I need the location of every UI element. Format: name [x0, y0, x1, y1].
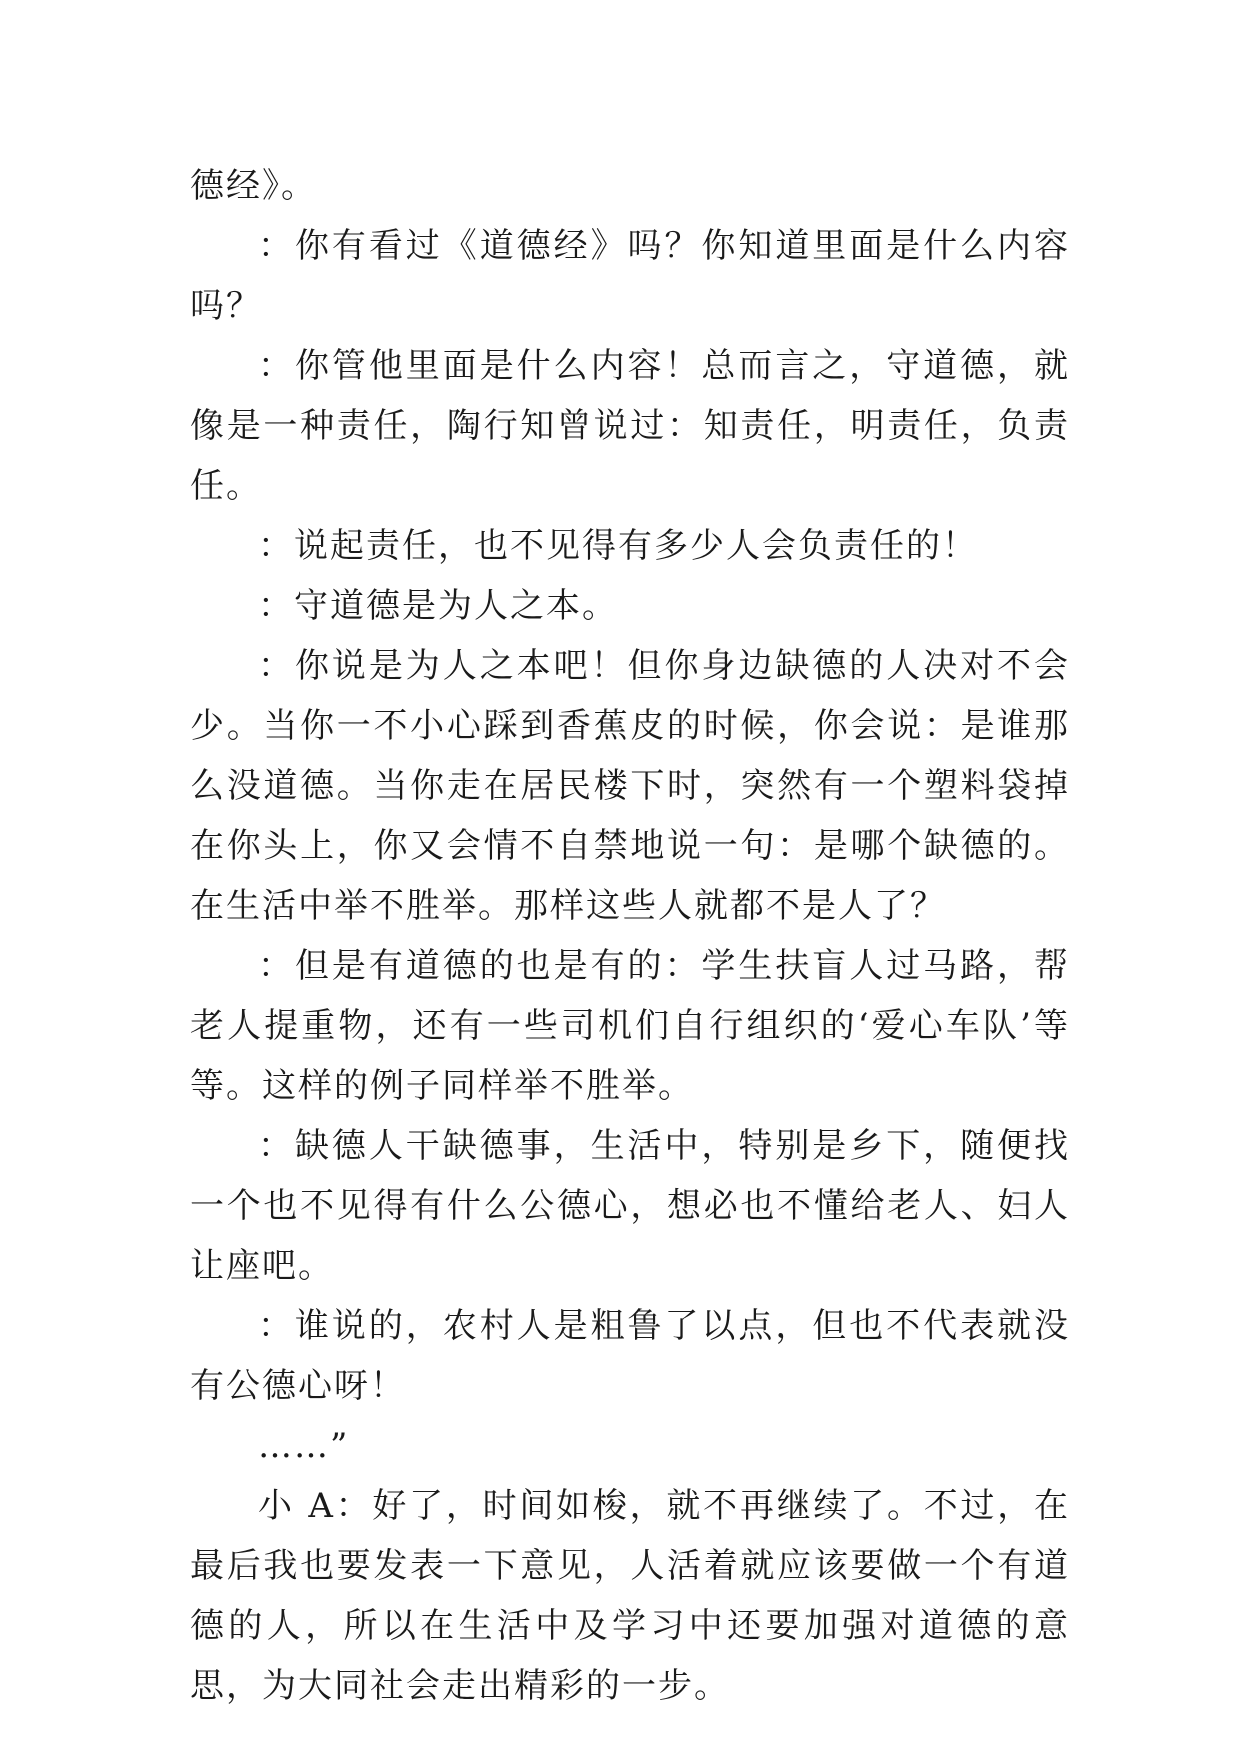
closing-paragraph: 小 A：好了，时间如梭，就不再继续了。不过，在最后我也要发表一下意见，人活着就应该要做一个有道德的人，所以在生活中及学习中还要加强对道德的意思，为大同社会走出精彩的一步。: [190, 1486, 1070, 1706]
ellipsis-line: ……”: [258, 1426, 350, 1466]
dialogue-line-4: ：守道德是为人之本。: [258, 586, 618, 626]
dialogue-line-6: ：但是有道德的也是有的：学生扶盲人过马路，帮老人提重物，还有一些司机们自行组织的‘爱心车队’等等。这样的例子同样举不胜举。: [190, 946, 1070, 1106]
dialogue-line-1: ：你有看过《道德经》吗？你知道里面是什么内容吗？: [190, 226, 1070, 326]
body-text: [190, 156, 1070, 1716]
paragraph-continuation: 德经》。: [190, 166, 317, 206]
dialogue-line-7: ：缺德人干缺德事，生活中，特别是乡下，随便找一个也不见得有什么公德心，想必也不懂给老人、妇人让座吧。: [190, 1126, 1070, 1286]
dialogue-line-5: ：你说是为人之本吧！但你身边缺德的人决对不会少。当你一不小心踩到香蕉皮的时候，你会说：是谁那么没道德。当你走在居民楼下时，突然有一个塑料袋掉在你头上，你又会情不自禁地说一句：是哪个缺德的。在生活中举不胜举。那样这些人就都不是人了？: [190, 646, 1070, 926]
dialogue-line-2: ：你管他里面是什么内容！总而言之，守道德，就像是一种责任，陶行知曾说过：知责任，明责任，负责任。: [190, 346, 1070, 506]
dialogue-line-8: ：谁说的，农村人是粗鲁了以点，但也不代表就没有公德心呀！: [190, 1306, 1070, 1406]
dialogue-line-3: ：说起责任，也不见得有多少人会负责任的！: [258, 526, 978, 566]
